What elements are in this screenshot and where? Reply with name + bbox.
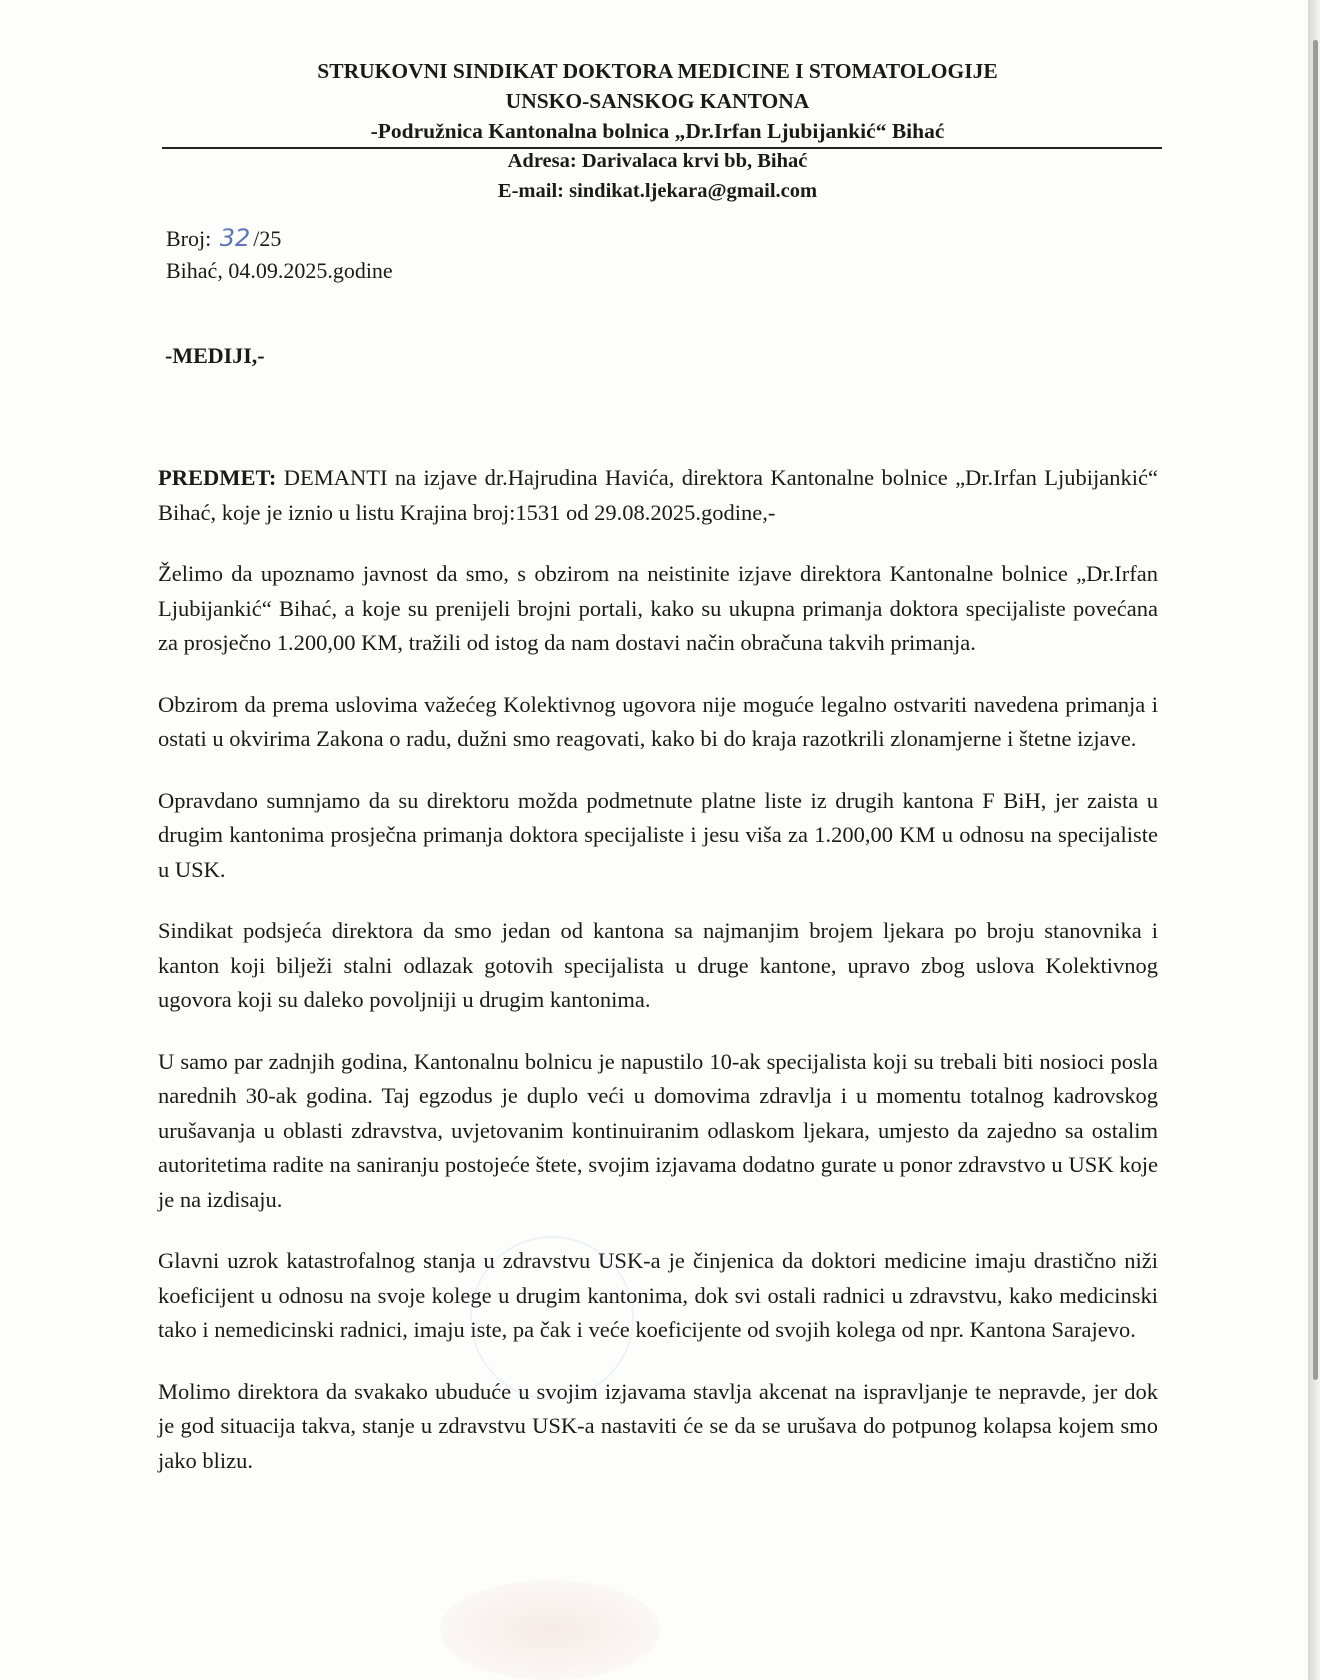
handwritten-number: 32	[219, 224, 251, 252]
email-line: E-mail: sindikat.ljekara@gmail.com	[497, 180, 818, 202]
body-paragraph-1: Želimo da upoznamo javnost da smo, s obzirom na neistinite izjave direktora Kantonalne bolnice „Dr.Irfan Ljubijankić“ Bihać, a koje su prenijeli brojni portali, kako su ukupna primanja doktora specijaliste povećana za prosječno 1.200,00 KM, tražili od istog da nam dostavi način obračuna takvih primanja.	[158, 561, 1158, 655]
paper-smudge	[440, 1580, 660, 1680]
body-paragraph-5: U samo par zadnjih godina, Kantonalnu bolnicu je napustilo 10-ak specijalista koji su trebali biti nosioci posla narednih 30-ak godina. Taj egzodus je duplo veći u domovima zdravlja i u momentu totalnog kadrovskog urušavanja u oblasti zdravstva, uvjetovanim kontinuiranim odlaskom ljekara, umjesto da zajedno sa ostalim autoritetima radite na saniranju postojeće štete, svojim izjavama dodatno gurate u ponor zdravstvo u USK koje je na izdisaju.	[158, 1048, 1158, 1212]
reference-block	[166, 222, 393, 287]
place-date: Bihać, 04.09.2025.godine	[166, 258, 393, 283]
reference-number	[166, 222, 393, 255]
body-paragraph-2: Obzirom da prema uslovima važećeg Kolektivnog ugovora nije moguće legalno ostvariti navedena primanja i ostati u okvirima Zakona o radu, dužni smo reagovati, kako bi do kraja razotkrili zlonamjerne i štetne izjave.	[158, 691, 1158, 751]
subject-text: DEMANTI na izjave dr.Hajrudina Havića, direktora Kantonalne bolnice „Dr.Irfan Ljubijankić“ Bihać, koje je iznio u listu Krajina broj:1531 od 29.08.2025.godine,-	[158, 465, 1158, 525]
letterhead-line-2: UNSKO-SANSKOG KANTONA	[505, 89, 810, 113]
recipient: -MEDIJI,-	[165, 343, 265, 368]
letterhead-contact	[150, 146, 1165, 206]
broj-label: Broj:	[166, 226, 212, 251]
address-line: Adresa: Darivalaca krvi bb, Bihać	[507, 150, 808, 172]
subject-paragraph	[158, 461, 1158, 530]
letterhead-line-1: STRUKOVNI SINDIKAT DOKTORA MEDICINE I STOMATOLOGIJE	[317, 59, 998, 83]
scrollbar[interactable]	[1313, 40, 1318, 1380]
letterhead	[150, 56, 1165, 146]
subject-label: PREDMET:	[158, 465, 277, 490]
body-paragraph-4: Sindikat podsjeća direktora da smo jedan od kantona sa najmanjim brojem ljekara po broju stanovnika i kanton koji bilježi stalni odlazak gotovih specijalista u druge kantone, upravo zbog uslova Kolektivnog ugovora koji su daleko povoljniji u drugim kantonima.	[158, 918, 1158, 1012]
broj-suffix: /25	[253, 226, 282, 251]
letter-body	[158, 461, 1158, 1505]
body-paragraph-3: Opravdano sumnjamo da su direktoru možda podmetnute platne liste iz drugih kantona F BiH, jer zaista u drugim kantonima prosječna primanja doktora specijaliste i jesu viša za 1.200,00 KM u odnosu na specijaliste u USK.	[158, 787, 1158, 882]
body-paragraph-7: Molimo direktora da svakako ubuduće u svojim izjavama stavlja akcenat na ispravljanje te nepravde, jer dok je god situacija takva, stanje u zdravstvu USK-a nastaviti će se da se urušava do potpunog kolapsa kojem smo jako blizu.	[158, 1378, 1158, 1473]
body-paragraph-6: Glavni uzrok katastrofalnog stanja u zdravstvu USK-a je činjenica da doktori medicine imaju drastično niži koeficijent u odnosu na svoje kolege u drugim kantonima, dok svi ostali radnici u zdravstvu, kako medicinski tako i nemedicinski radnici, imaju iste, pa čak i veće koeficijente od svojih kolega od npr. Kantona Sarajevo.	[158, 1248, 1158, 1342]
faint-stamp-icon	[470, 1236, 634, 1400]
letterhead-line-3: -Podružnica Kantonalna bolnica „Dr.Irfan Ljubijankić“ Bihać	[370, 119, 945, 143]
